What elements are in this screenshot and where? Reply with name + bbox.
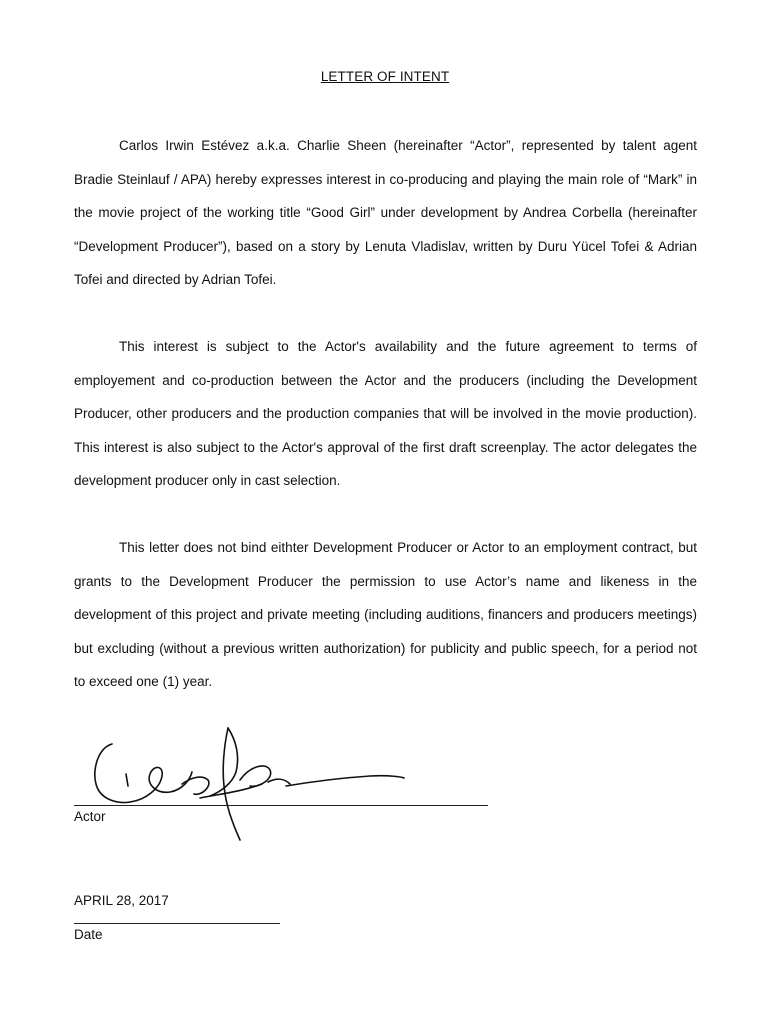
handwritten-signature-icon	[90, 722, 410, 842]
date-label: Date	[74, 927, 103, 942]
paragraph-permissions: This letter does not bind eithter Development Producer or Actor to an employment contract, but grants to the Development Producer the permission to use Actor’s name and likeness in the development of this project and private meeting (including auditions, financers and producers meetings) but excluding (without a previous written authorization) for publicity and public speech, for a period not to exceed one (1) year.	[74, 540, 697, 690]
signature-line	[74, 805, 488, 806]
document-title: LETTER OF INTENT	[320, 69, 450, 84]
signature-label: Actor	[74, 809, 106, 824]
paragraph-conditions: This interest is subject to the Actor's availability and the future agreement to terms of employement and co-production between the Actor and the producers (including the Development Producer, other producers and the production companies that will be involved in the movie production). This interest is also subject to the Actor's approval of the first draft screenplay. The actor delegates the development producer only in cast selection.	[74, 339, 697, 489]
date-value: APRIL 28, 2017	[74, 893, 169, 908]
paragraph-intro: Carlos Irwin Estévez a.k.a. Charlie Sheen (hereinafter “Actor”, represented by talent agent Bradie Steinlauf / APA) hereby expresses interest in co-producing and playing the main role of “Mark” in the movie project of the working title “Good Girl” under development by Andrea Corbella (hereinafter “Development Producer”), based on a story by Lenuta Vladislav, written by Duru Yücel Tofei & Adrian Tofei and directed by Adrian Tofei.	[74, 138, 697, 288]
date-line	[74, 923, 280, 924]
